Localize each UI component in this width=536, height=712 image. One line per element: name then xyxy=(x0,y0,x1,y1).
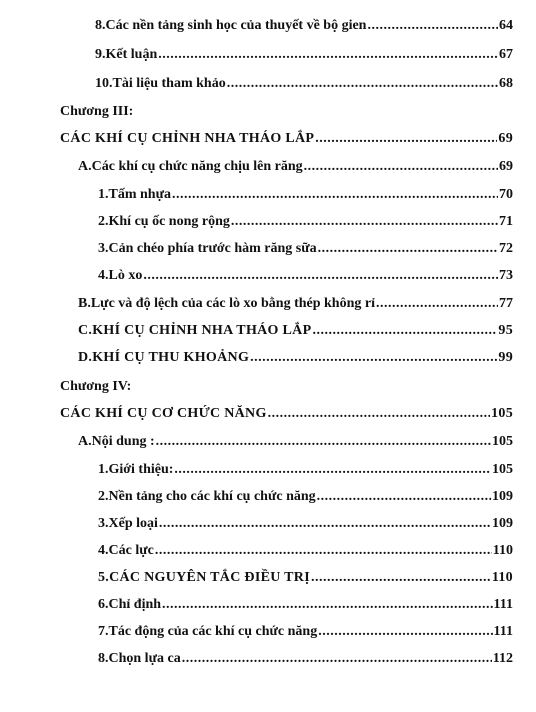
toc-entry xyxy=(98,240,513,258)
entry-page: 105 xyxy=(492,462,513,477)
toc-entry xyxy=(95,75,513,93)
entry-page: 105 xyxy=(492,434,513,449)
dot-leader xyxy=(318,623,492,641)
entry-number: 4. xyxy=(98,543,109,558)
entry-label: Nội dung : xyxy=(91,434,155,449)
entry-page: 111 xyxy=(493,624,513,639)
entry-page: 64 xyxy=(499,18,513,33)
chapter-title xyxy=(60,130,513,148)
toc-entry xyxy=(78,158,513,176)
dot-leader xyxy=(268,405,490,423)
entry-page: 69 xyxy=(498,131,513,146)
entry-label: Cản chéo phía trước hàm răng sữa xyxy=(108,241,317,256)
dot-leader xyxy=(174,461,491,479)
dot-leader xyxy=(155,542,492,560)
entry-number: C. xyxy=(78,323,93,338)
dot-leader xyxy=(159,515,491,533)
entry-page: 71 xyxy=(499,214,513,229)
entry-number: 2. xyxy=(98,489,109,504)
dot-leader xyxy=(317,488,491,506)
entry-page: 70 xyxy=(499,187,513,202)
entry-page: 69 xyxy=(499,159,513,174)
entry-number: 1. xyxy=(98,187,109,202)
toc-entry xyxy=(98,461,513,479)
entry-number: B. xyxy=(78,296,91,311)
toc-entry xyxy=(98,650,513,668)
chapter-heading: Chương III: xyxy=(60,104,134,119)
chapter-title-label: CÁC KHÍ CỤ CƠ CHỨC NĂNG xyxy=(60,406,267,421)
dot-leader xyxy=(318,240,498,258)
chapter-title-label: CÁC KHÍ CỤ CHỈNH NHA THÁO LẮP xyxy=(60,131,315,146)
entry-page: 112 xyxy=(492,651,513,666)
entry-label: Nền tảng cho các khí cụ chức năng xyxy=(108,489,316,504)
entry-label: Lò xo xyxy=(108,268,143,283)
entry-page: 73 xyxy=(499,268,513,283)
dot-leader xyxy=(250,349,497,367)
entry-page: 111 xyxy=(493,597,513,612)
dot-leader xyxy=(231,213,498,231)
dot-leader xyxy=(227,75,498,93)
entry-label: CÁC NGUYÊN TẮC ĐIỀU TRỊ xyxy=(109,570,310,585)
dot-leader xyxy=(182,650,492,668)
entry-page: 67 xyxy=(499,47,513,62)
entry-number: A. xyxy=(78,159,92,174)
entry-page: 110 xyxy=(491,570,513,585)
entry-number: D. xyxy=(78,350,93,365)
entry-page: 105 xyxy=(491,406,513,421)
toc-entry xyxy=(98,623,513,641)
dot-leader xyxy=(158,46,498,64)
toc-entry xyxy=(98,569,513,587)
dot-leader xyxy=(315,130,497,148)
toc-entry xyxy=(98,515,513,533)
entry-label: Tài liệu tham khảo xyxy=(112,76,226,91)
entry-label: Các lực xyxy=(108,543,154,558)
entry-number: 3. xyxy=(98,241,109,256)
entry-label: Khí cụ ốc nong rộng xyxy=(108,214,230,229)
entry-page: 110 xyxy=(492,543,513,558)
dot-leader xyxy=(311,569,491,587)
entry-number: A. xyxy=(78,434,92,449)
entry-page: 95 xyxy=(498,323,513,338)
entry-number: 2. xyxy=(98,214,109,229)
toc-entry xyxy=(78,433,513,451)
toc-entry xyxy=(98,186,513,204)
dot-leader xyxy=(312,322,497,340)
toc-entry xyxy=(98,488,513,506)
entry-number: 6. xyxy=(98,597,109,612)
dot-leader xyxy=(143,267,498,285)
dot-leader xyxy=(304,158,498,176)
entry-label: KHÍ CỤ THU KHOẢNG xyxy=(92,350,250,365)
dot-leader xyxy=(172,186,498,204)
entry-number: 7. xyxy=(98,624,109,639)
toc-entry xyxy=(95,17,513,35)
toc-entry xyxy=(98,542,513,560)
entry-number: 8. xyxy=(95,18,106,33)
chapter-title xyxy=(60,405,513,423)
entry-number: 4. xyxy=(98,268,109,283)
entry-label: Tấm nhựa xyxy=(108,187,171,202)
entry-page: 109 xyxy=(492,489,513,504)
chapter-heading: Chương IV: xyxy=(60,379,132,394)
dot-leader xyxy=(162,596,492,614)
entry-page: 99 xyxy=(498,350,513,365)
dot-leader xyxy=(367,17,498,35)
entry-number: 1. xyxy=(98,462,109,477)
entry-page: 109 xyxy=(492,516,513,531)
entry-page: 72 xyxy=(499,241,513,256)
entry-number: 5. xyxy=(98,570,110,585)
dot-leader xyxy=(156,433,491,451)
entry-number: 9. xyxy=(95,47,106,62)
dot-leader xyxy=(376,295,498,313)
toc-entry xyxy=(98,267,513,285)
toc-entry xyxy=(95,46,513,64)
entry-label: Lực và độ lệch của các lò xo bằng thép không rỉ xyxy=(90,296,375,311)
entry-label: Các khí cụ chức năng chịu lên răng xyxy=(91,159,303,174)
entry-label: Chỉ định xyxy=(108,597,162,612)
entry-label: Xếp loại xyxy=(108,516,158,531)
toc-entry xyxy=(78,295,513,313)
entry-label: Các nền tảng sinh học của thuyết về bộ gien xyxy=(105,18,367,33)
entry-label: Tác động của các khí cụ chức năng xyxy=(108,624,318,639)
entry-number: 10. xyxy=(95,76,113,91)
entry-page: 68 xyxy=(499,76,513,91)
toc-entry xyxy=(78,349,513,367)
entry-number: 3. xyxy=(98,516,109,531)
entry-label: KHÍ CỤ CHỈNH NHA THÁO LẮP xyxy=(92,323,312,338)
toc-entry xyxy=(98,596,513,614)
toc-entry xyxy=(78,322,513,340)
entry-number: 8. xyxy=(98,651,109,666)
toc-entry xyxy=(98,213,513,231)
entry-page: 77 xyxy=(499,296,513,311)
entry-label: Kết luận xyxy=(105,47,158,62)
entry-label: Chọn lựa ca xyxy=(108,651,181,666)
entry-label: Giới thiệu: xyxy=(108,462,174,477)
